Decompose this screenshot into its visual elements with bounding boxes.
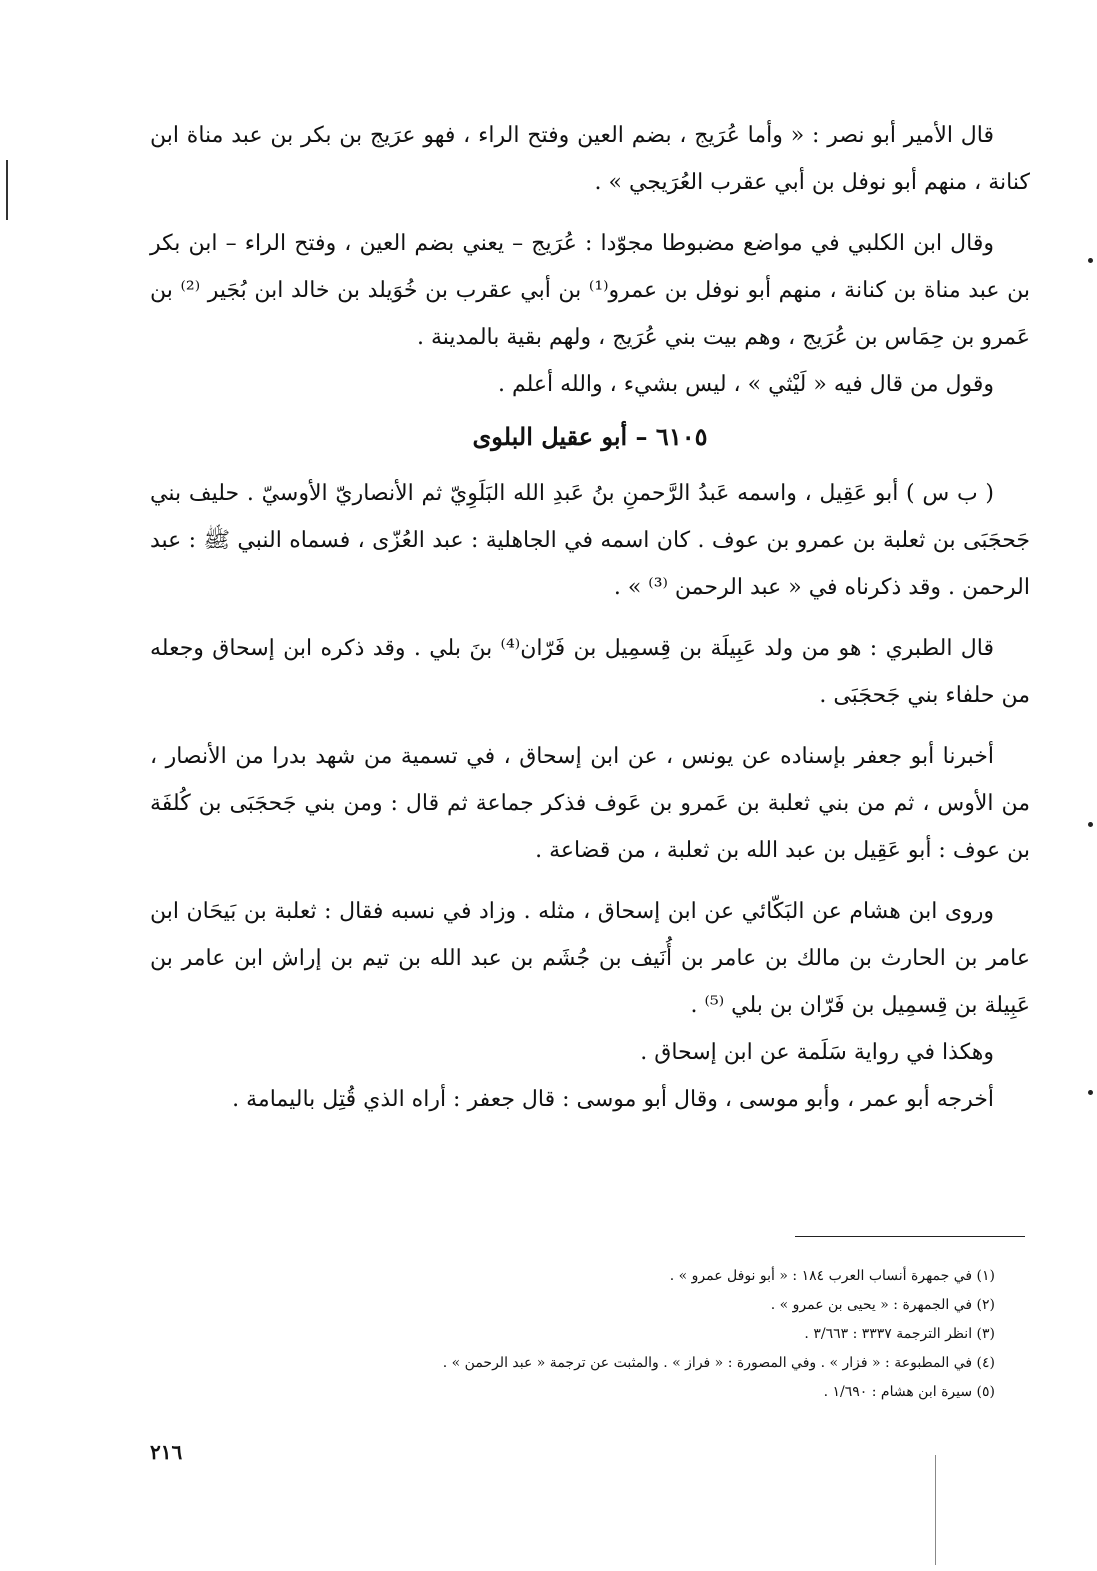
paragraph: أخرجه أبو عمر ، وأبو موسى ، وقال أبو موسى : قال جعفر : أراه الذي قُتِل باليمامة . [232,1087,994,1112]
footnote-separator [795,1236,1025,1237]
margin-dot [1088,258,1093,263]
paragraph: وروى ابن هشام عن البَكّائي عن ابن إسحاق ، مثله . وزاد في نسبه فقال : ثعلبة بن بَيحَان ابن عامر بن الحارث بن مالك بن عامر بن أُنَيف بن جُشَم بن عبد الله بن تيم بن إراش ابن عامر بن عَبِيلة بن قِسمِيل بن فَرّان بن بلي ⁽⁵⁾ . [150,899,1030,1018]
paragraph: ( ب س ) أبو عَقِيل ، واسمه عَبدُ الرَّحمنِ بنُ عَبدِ الله البَلَوِيّ ثم الأنصاريّ الأوسيّ . حليف بني جَحجَبَى بن ثعلبة بن عمرو بن عوف . كان اسمه في الجاهلية : عبد العُزّى ، فسماه النبي ﷺ : عبد الرحمن . وقد ذكرناه في « عبد الرحمن ⁽³⁾ » . [150,481,1030,600]
footnote: (٢) في الجمهرة : « يحيى بن عمرو » . [770,1297,995,1313]
scan-edge-mark-left [6,160,8,220]
entry-heading: ٦١٠٥ – أبو عقيل البلوى [472,422,708,451]
margin-dot [1088,1090,1093,1095]
footnote: (٣) انظر الترجمة ٣٣٣٧ : ٣/٦٦٣ . [804,1326,995,1342]
footnotes [150,1262,995,1407]
paragraph: قال الطبري : هو من ولد عَبِيلَة بن قِسمِيل بن فَرّان⁽⁴⁾ بنَ بلي . وقد ذكره ابن إسحاق وجعله من حلفاء بني جَحجَبَى . [150,636,1030,708]
scan-edge-mark-bottom [935,1455,936,1565]
paragraph: وهكذا في رواية سَلَمة عن ابن إسحاق . [640,1040,994,1065]
paragraph: وقال ابن الكلبي في مواضع مضبوطا مجوّدا : عُرَيج – يعني بضم العين ، وفتح الراء – ابن بكر بن عبد مناة بن كنانة ، منهم أبو نوفل بن عمرو⁽¹⁾ بن أبي عقرب بن خُوَيلد بن خالد ابن بُجَير ⁽²⁾ بن عَمرو بن حِمَاس بن عُرَيج ، وهم بيت بني عُرَيج ، ولهم بقية بالمدينة . [150,231,1030,350]
main-text [150,112,1030,1123]
page-number: ٢١٦ [150,1440,183,1464]
paragraph: وقول من قال فيه « لَيْثي » ، ليس بشيء ، والله أعلم . [497,372,994,397]
paragraph: أخبرنا أبو جعفر بإسناده عن يونس ، عن ابن إسحاق ، في تسمية من شهد بدرا من الأنصار ، من الأوس ، ثم من بني ثعلبة بن عَمرو بن عَوف فذكر جماعة ثم قال : ومن بني جَحجَبَى بن كُلفَة بن عوف : أبو عَقِيل بن عبد الله بن ثعلبة ، من قضاعة . [150,744,1030,863]
margin-dot [1088,822,1093,827]
footnote: (٥) سيرة ابن هشام : ١/٦٩٠ . [823,1384,995,1400]
footnote: (١) في جمهرة أنساب العرب ١٨٤ : « أبو نوفل عمرو » . [669,1268,995,1284]
footnote: (٤) في المطبوعة : « فزار » . وفي المصورة : « فراز » . والمثبت عن ترجمة « عبد الرحمن » . [442,1355,995,1371]
paragraph: قال الأمير أبو نصر : « وأما عُرَيج ، بضم العين وفتح الراء ، فهو عرَيج بن بكر بن عبد مناة ابن كنانة ، منهم أبو نوفل بن أبي عقرب العُرَيجي » . [150,123,1030,195]
